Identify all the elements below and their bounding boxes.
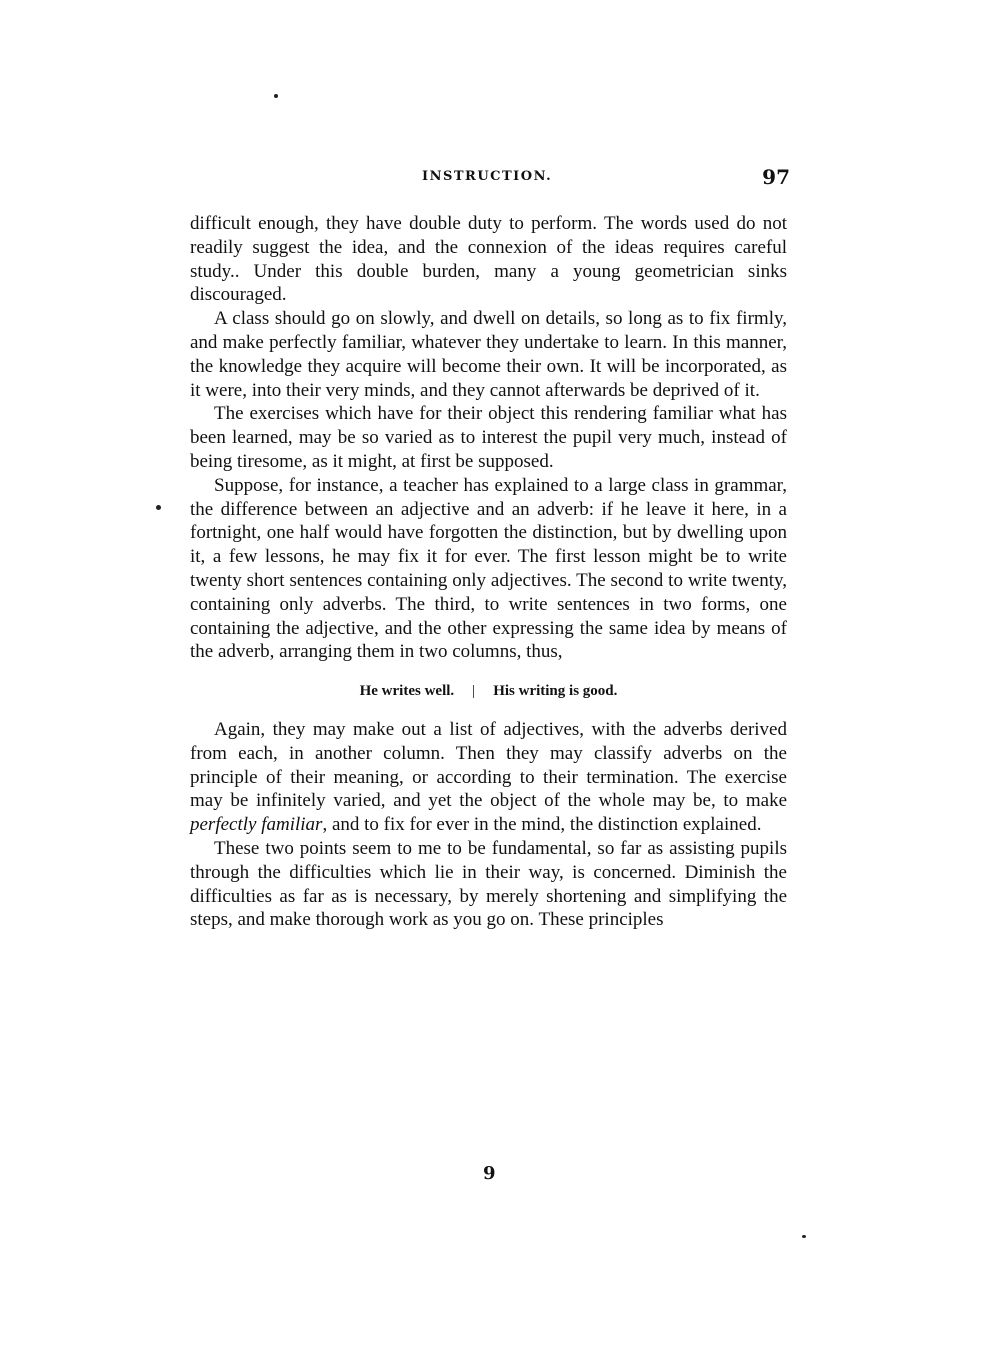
example-columns: [190, 680, 787, 704]
page-header: [190, 165, 790, 195]
paragraph: difficult enough, they have double duty to perform. The words used do not readily suggest the idea, and the connexion of the ideas requires careful study.. Under this double burden, many a young geometrician sinks discouraged.: [190, 213, 787, 306]
paragraph-text: , and to fix for ever in the mind, the distinction explained.: [322, 814, 762, 836]
example-adverb-sentence: He writes well.: [359, 683, 455, 700]
paragraph: These two points seem to me to be fundamental, so far as assisting pupils through the difficulties which lie in their way, is concerned. Diminish the difficulties as far as is necessary, by merely shortening and simplifying the steps, and make thorough work as you go on. These principles: [190, 837, 787, 931]
signature-mark: 9: [483, 1163, 496, 1184]
emphasis-text: perfectly familiar: [190, 814, 323, 836]
column-separator: |: [472, 683, 476, 700]
running-head: INSTRUCTION.: [422, 169, 553, 184]
paragraph-text: Again, they may make out a list of adjectives, with the adverbs derived from each, in another column. Then they may classify adverbs on the principle of their meaning, or according to their termination. The exercise may be infinitely varied, and yet the object of the whole may be, to make: [190, 718, 787, 812]
ink-speck: [156, 505, 161, 510]
ink-speck: [802, 1235, 806, 1238]
paragraph: Suppose, for instance, a teacher has explained to a large class in grammar, the difference between an adjective and an adverb: if he leave it here, in a fortnight, one half would have forgotten the distinction, but by dwelling upon it, a few lessons, he may fix it for ever. The first lesson might be to write twenty short sentences containing only adjectives. The second to write twenty, containing only adverbs. The third, to write sentences in two forms, one containing the adjective, and the other expressing the same idea by means of the adverb, arranging them in two columns, thus,: [190, 474, 787, 663]
example-adjective-sentence: His writing is good.: [493, 683, 618, 700]
ink-speck: [274, 94, 278, 98]
paragraph: [190, 718, 787, 837]
page-number: 97: [762, 165, 790, 189]
body-text: [190, 212, 787, 932]
paragraph: A class should go on slowly, and dwell on details, so long as to fix firmly, and make perfectly familiar, whatever they undertake to learn. In this manner, the knowledge they acquire will become their own. It will be incorporated, as it were, into their very minds, and they cannot afterwards be deprived of it.: [190, 308, 787, 401]
paragraph: The exercises which have for their object this rendering familiar what has been learned, may be so varied as to interest the pupil very much, instead of being tiresome, as it might, at first be supposed.: [190, 403, 787, 472]
